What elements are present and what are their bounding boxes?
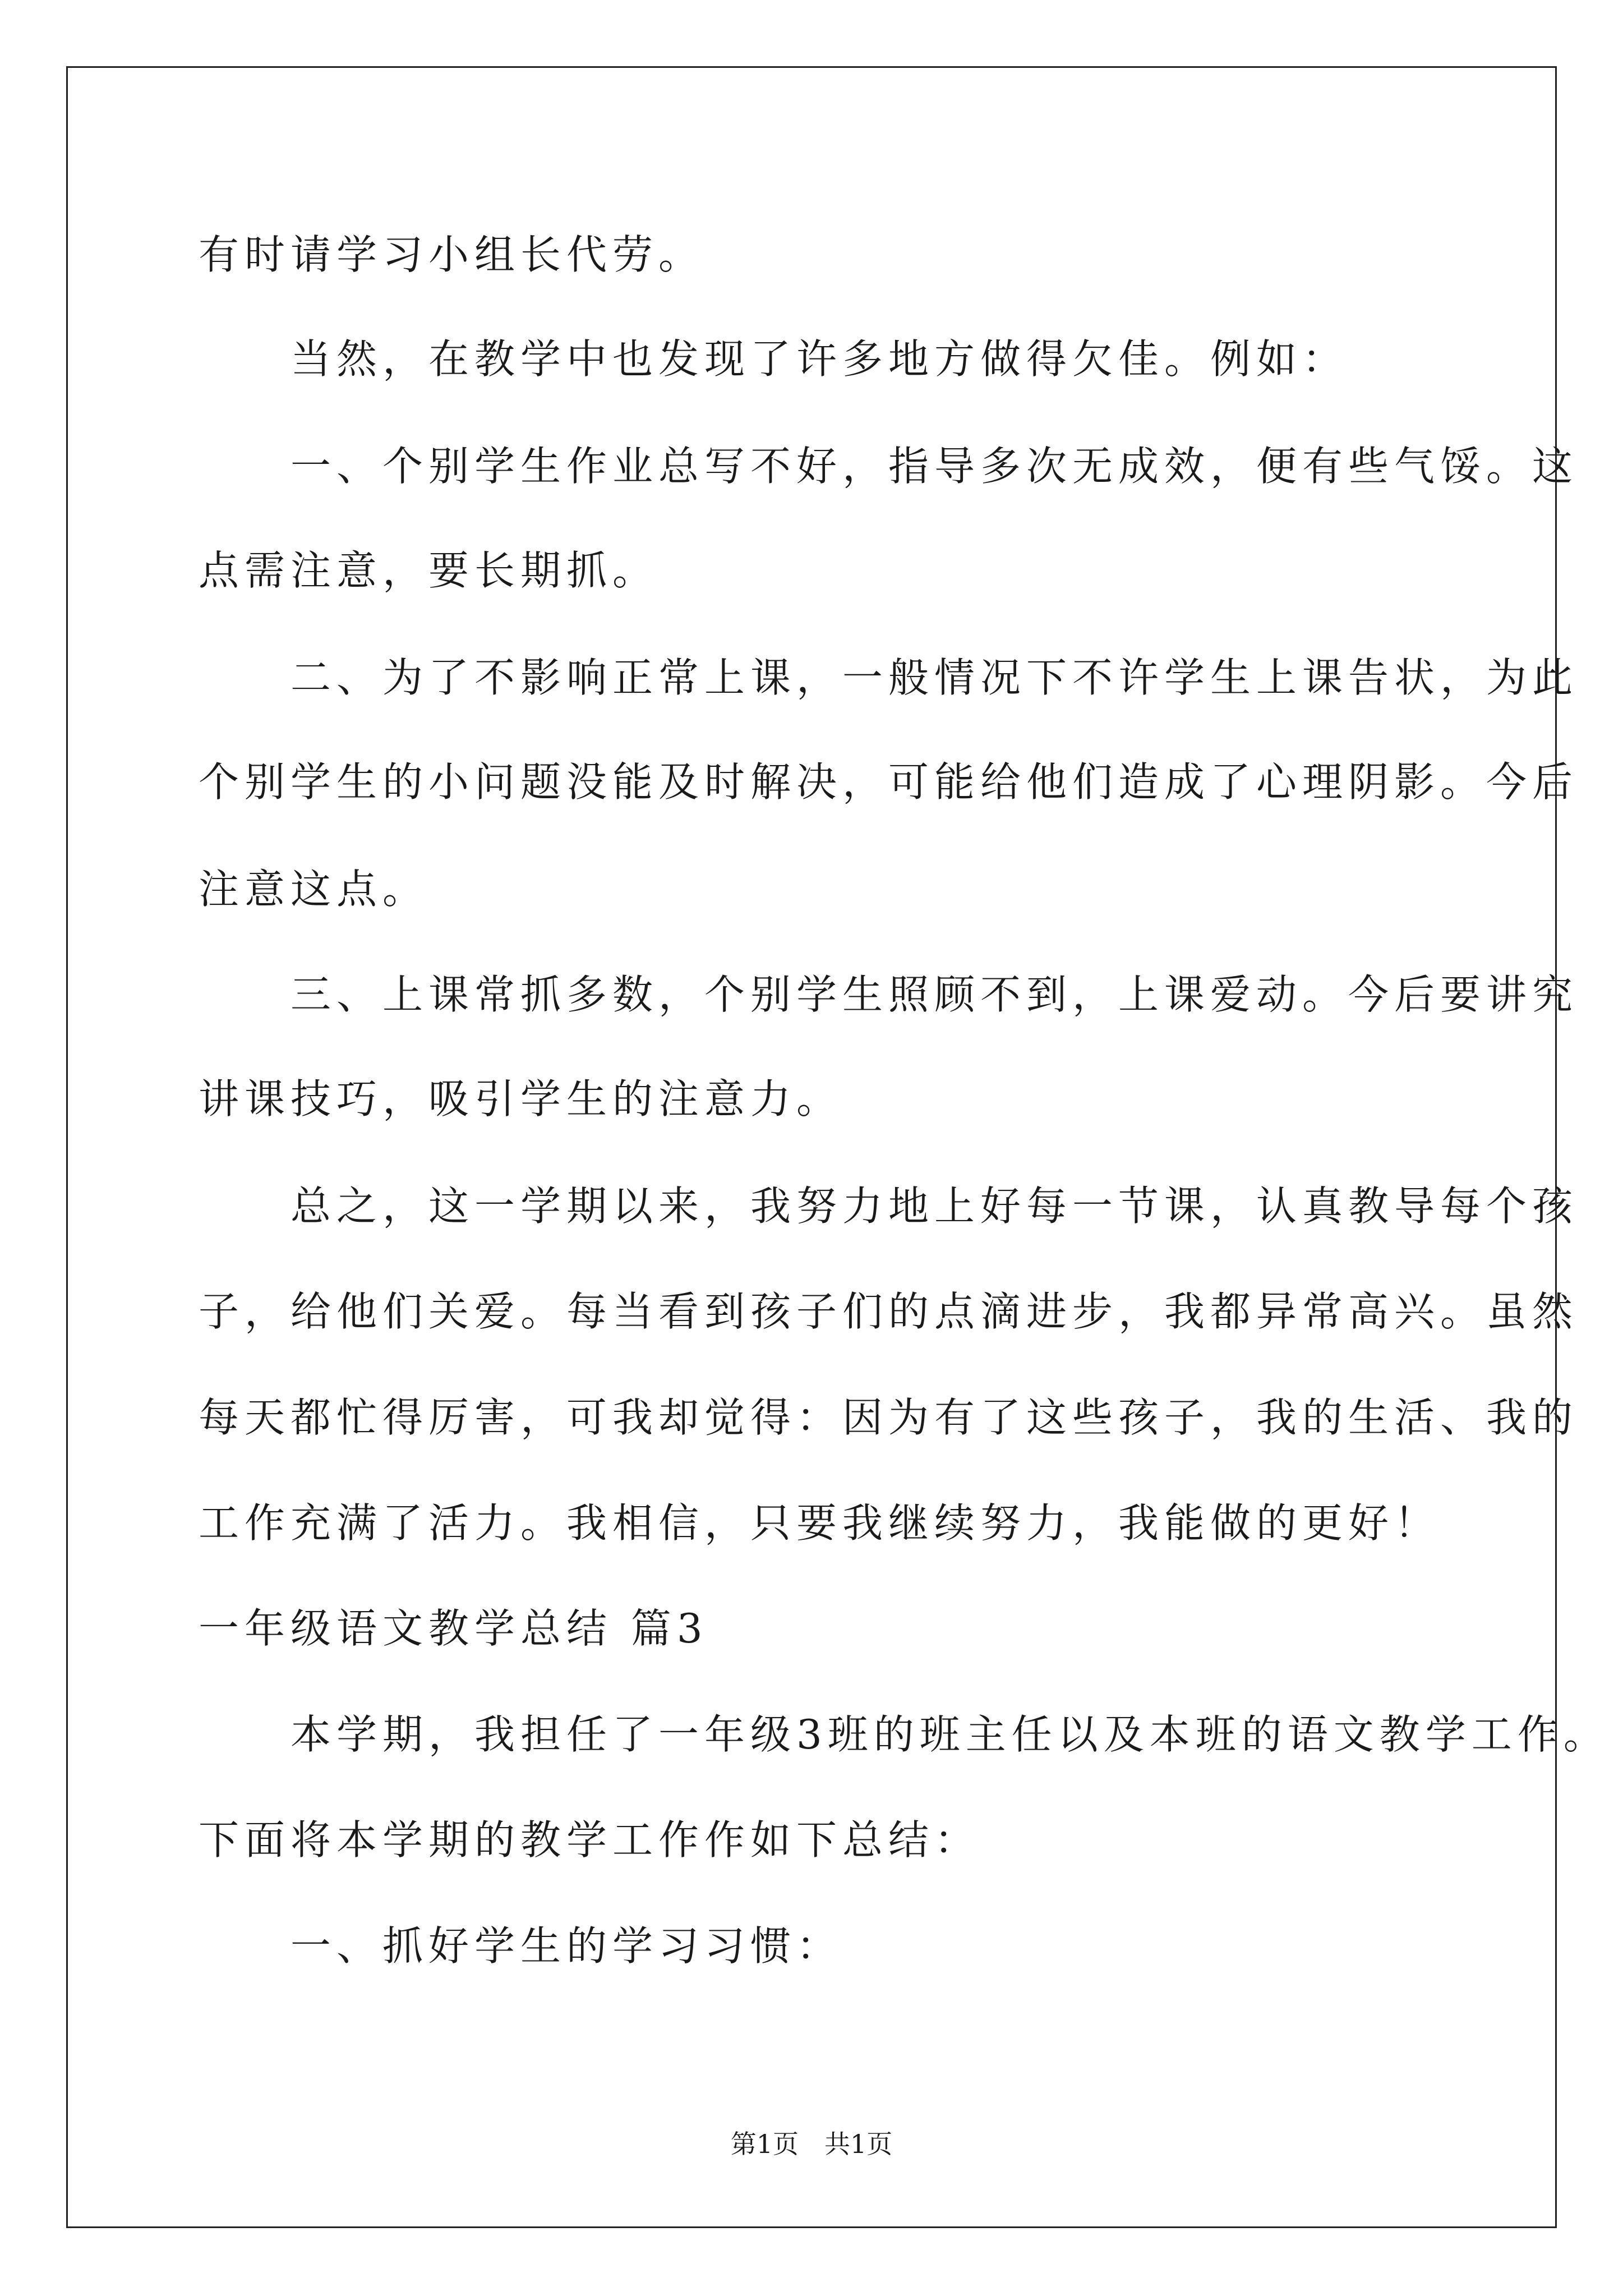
section-heading: 一年级语文教学总结 篇3 [199,1605,708,1652]
text-line: 每天都忙得厉害，可我却觉得：因为有了这些孩子，我的生活、我的 [199,1394,1579,1441]
text-line: 子，给他们关爱。每当看到孩子们的点滴进步，我都异常高兴。虽然 [199,1288,1579,1335]
page-border [66,66,1557,2228]
text-line: 注意这点。 [199,866,429,913]
text-line: 总之，这一学期以来，我努力地上好每一节课，认真教导每个孩 [199,1182,1579,1230]
text-line: 当然，在教学中也发现了许多地方做得欠佳。例如： [199,335,1349,383]
text-line: 工作充满了活力。我相信，只要我继续努力，我能做的更好！ [199,1499,1441,1547]
text-line: 一、个别学生作业总写不好，指导多次无成效，便有些气馁。这 [199,443,1579,490]
text-line: 讲课技巧，吸引学生的注意力。 [199,1075,843,1122]
text-line: 点需注意，要长期抓。 [199,547,659,594]
text-line: 个别学生的小问题没能及时解决，可能给他们造成了心理阴影。今后 [199,758,1579,806]
text-line: 三、上课常抓多数，个别学生照顾不到，上课爱动。今后要讲究 [199,971,1579,1018]
text-line: 下面将本学期的教学工作作如下总结： [199,1816,981,1864]
text-line: 本学期，我担任了一年级3班的班主任以及本班的语文教学工作。 [199,1711,1610,1758]
text-line: 有时请学习小组长代劳。 [199,231,705,278]
page-footer: 第1页 共1页 [730,2129,893,2159]
text-line: 一、抓好学生的学习习惯： [199,1922,843,1970]
text-line: 二、为了不影响正常上课，一般情况下不许学生上课告状，为此 [199,654,1579,701]
